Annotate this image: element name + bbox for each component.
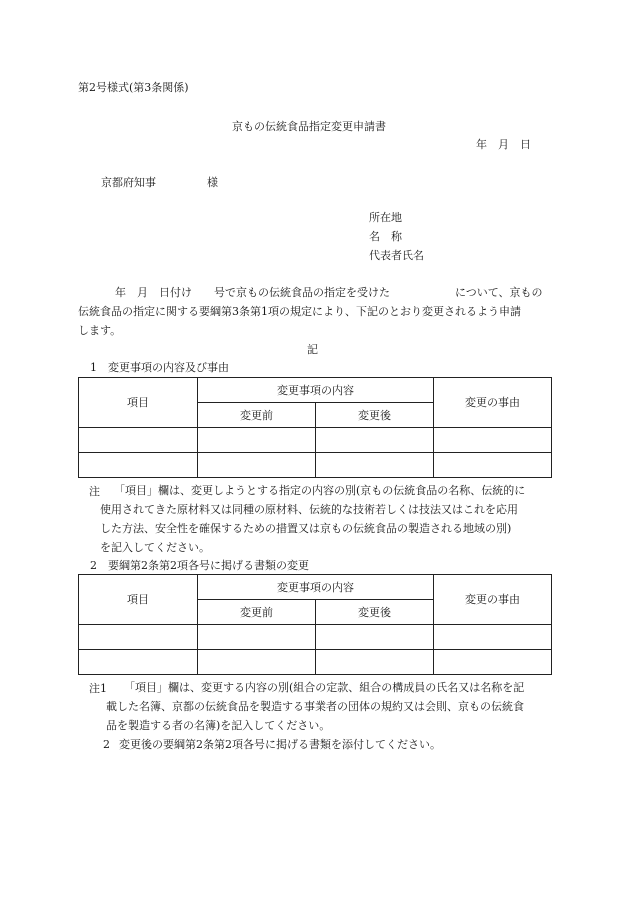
note-line: 載した名簿、京都の伝統食品を製造する事業者の団体の規約又は会則、京もの伝統食: [106, 700, 524, 713]
section1-note-label: 注: [89, 485, 100, 498]
before-header: 変更前: [198, 600, 316, 625]
date-line: 年 月 日: [476, 138, 531, 151]
table-cell: [434, 453, 552, 478]
note-line: 「項目」欄は、変更しようとする指定の内容の別(京もの伝統食品の名称、伝統的に: [114, 484, 526, 497]
after-header: 変更後: [316, 600, 434, 625]
table-cell: [316, 625, 434, 650]
table-cell: [434, 650, 552, 675]
ki-marker: 記: [307, 343, 318, 356]
reason-header: 変更の事由: [434, 575, 552, 625]
section1-note: [100, 481, 584, 557]
section2-note2-label: 2: [103, 738, 110, 751]
table-cell: [434, 428, 552, 453]
before-header: 変更前: [198, 403, 316, 428]
reason-header: 変更の事由: [434, 378, 552, 428]
section1-heading: 1 変更事項の内容及び事由: [90, 361, 229, 374]
table-cell: [316, 428, 434, 453]
table-cell: [316, 453, 434, 478]
addressee: 京都府知事: [101, 176, 156, 189]
table-cell: [316, 650, 434, 675]
table-cell: [198, 428, 316, 453]
after-header: 変更後: [316, 403, 434, 428]
section2-heading: 2 要綱第2条第2項各号に掲げる書類の変更: [90, 559, 309, 572]
table-cell: [79, 650, 198, 675]
table-cell: [198, 650, 316, 675]
note-line: した方法、安全性を確保するための措置又は京もの伝統食品の製造される地域の別): [100, 522, 512, 535]
body-line-2: 伝統食品の指定に関する要綱第3条第1項の規定により、下記のとおり変更されるよう申請: [78, 305, 521, 318]
honorific: 様: [207, 176, 218, 189]
form-number: 第2号様式(第3条関係): [78, 81, 189, 94]
section2-table: [78, 574, 552, 675]
name-label: 名 称: [369, 230, 402, 243]
section2-note1: [106, 678, 550, 735]
body-line-3: します。: [78, 324, 122, 337]
item-header: 項目: [79, 575, 198, 625]
table-cell: [434, 625, 552, 650]
document-title: 京もの伝統食品指定変更申請書: [232, 120, 386, 133]
note-line: を記入してください。: [100, 541, 210, 554]
note-line: 「項目」欄は、変更する内容の別(組合の定款、組合の構成員の氏名又は名称を記: [124, 681, 525, 694]
address-label: 所在地: [369, 211, 402, 224]
table-cell: [79, 453, 198, 478]
body-line-1a: 年 月 日付け 号で京もの伝統食品の指定を受けた: [115, 286, 390, 299]
table-cell: [79, 625, 198, 650]
table-cell: [198, 453, 316, 478]
note-line: 品を製造する者の名簿)を記入してください。: [106, 719, 331, 732]
contents-header: 変更事項の内容: [198, 575, 434, 600]
contents-header: 変更事項の内容: [198, 378, 434, 403]
section2-note2: 変更後の要綱第2条第2項各号に掲げる書類を添付してください。: [119, 738, 441, 751]
section2-note1-label: 注1: [89, 682, 107, 695]
note-line: 使用されてきた原材料又は同種の原材料、伝統的な技術若しくは技法又はこれを応用: [100, 503, 518, 516]
table-cell: [79, 428, 198, 453]
item-header: 項目: [79, 378, 198, 428]
section1-table: [78, 377, 552, 478]
representative-label: 代表者氏名: [369, 249, 424, 262]
table-cell: [198, 625, 316, 650]
body-line-1b: について、京もの: [455, 286, 543, 299]
